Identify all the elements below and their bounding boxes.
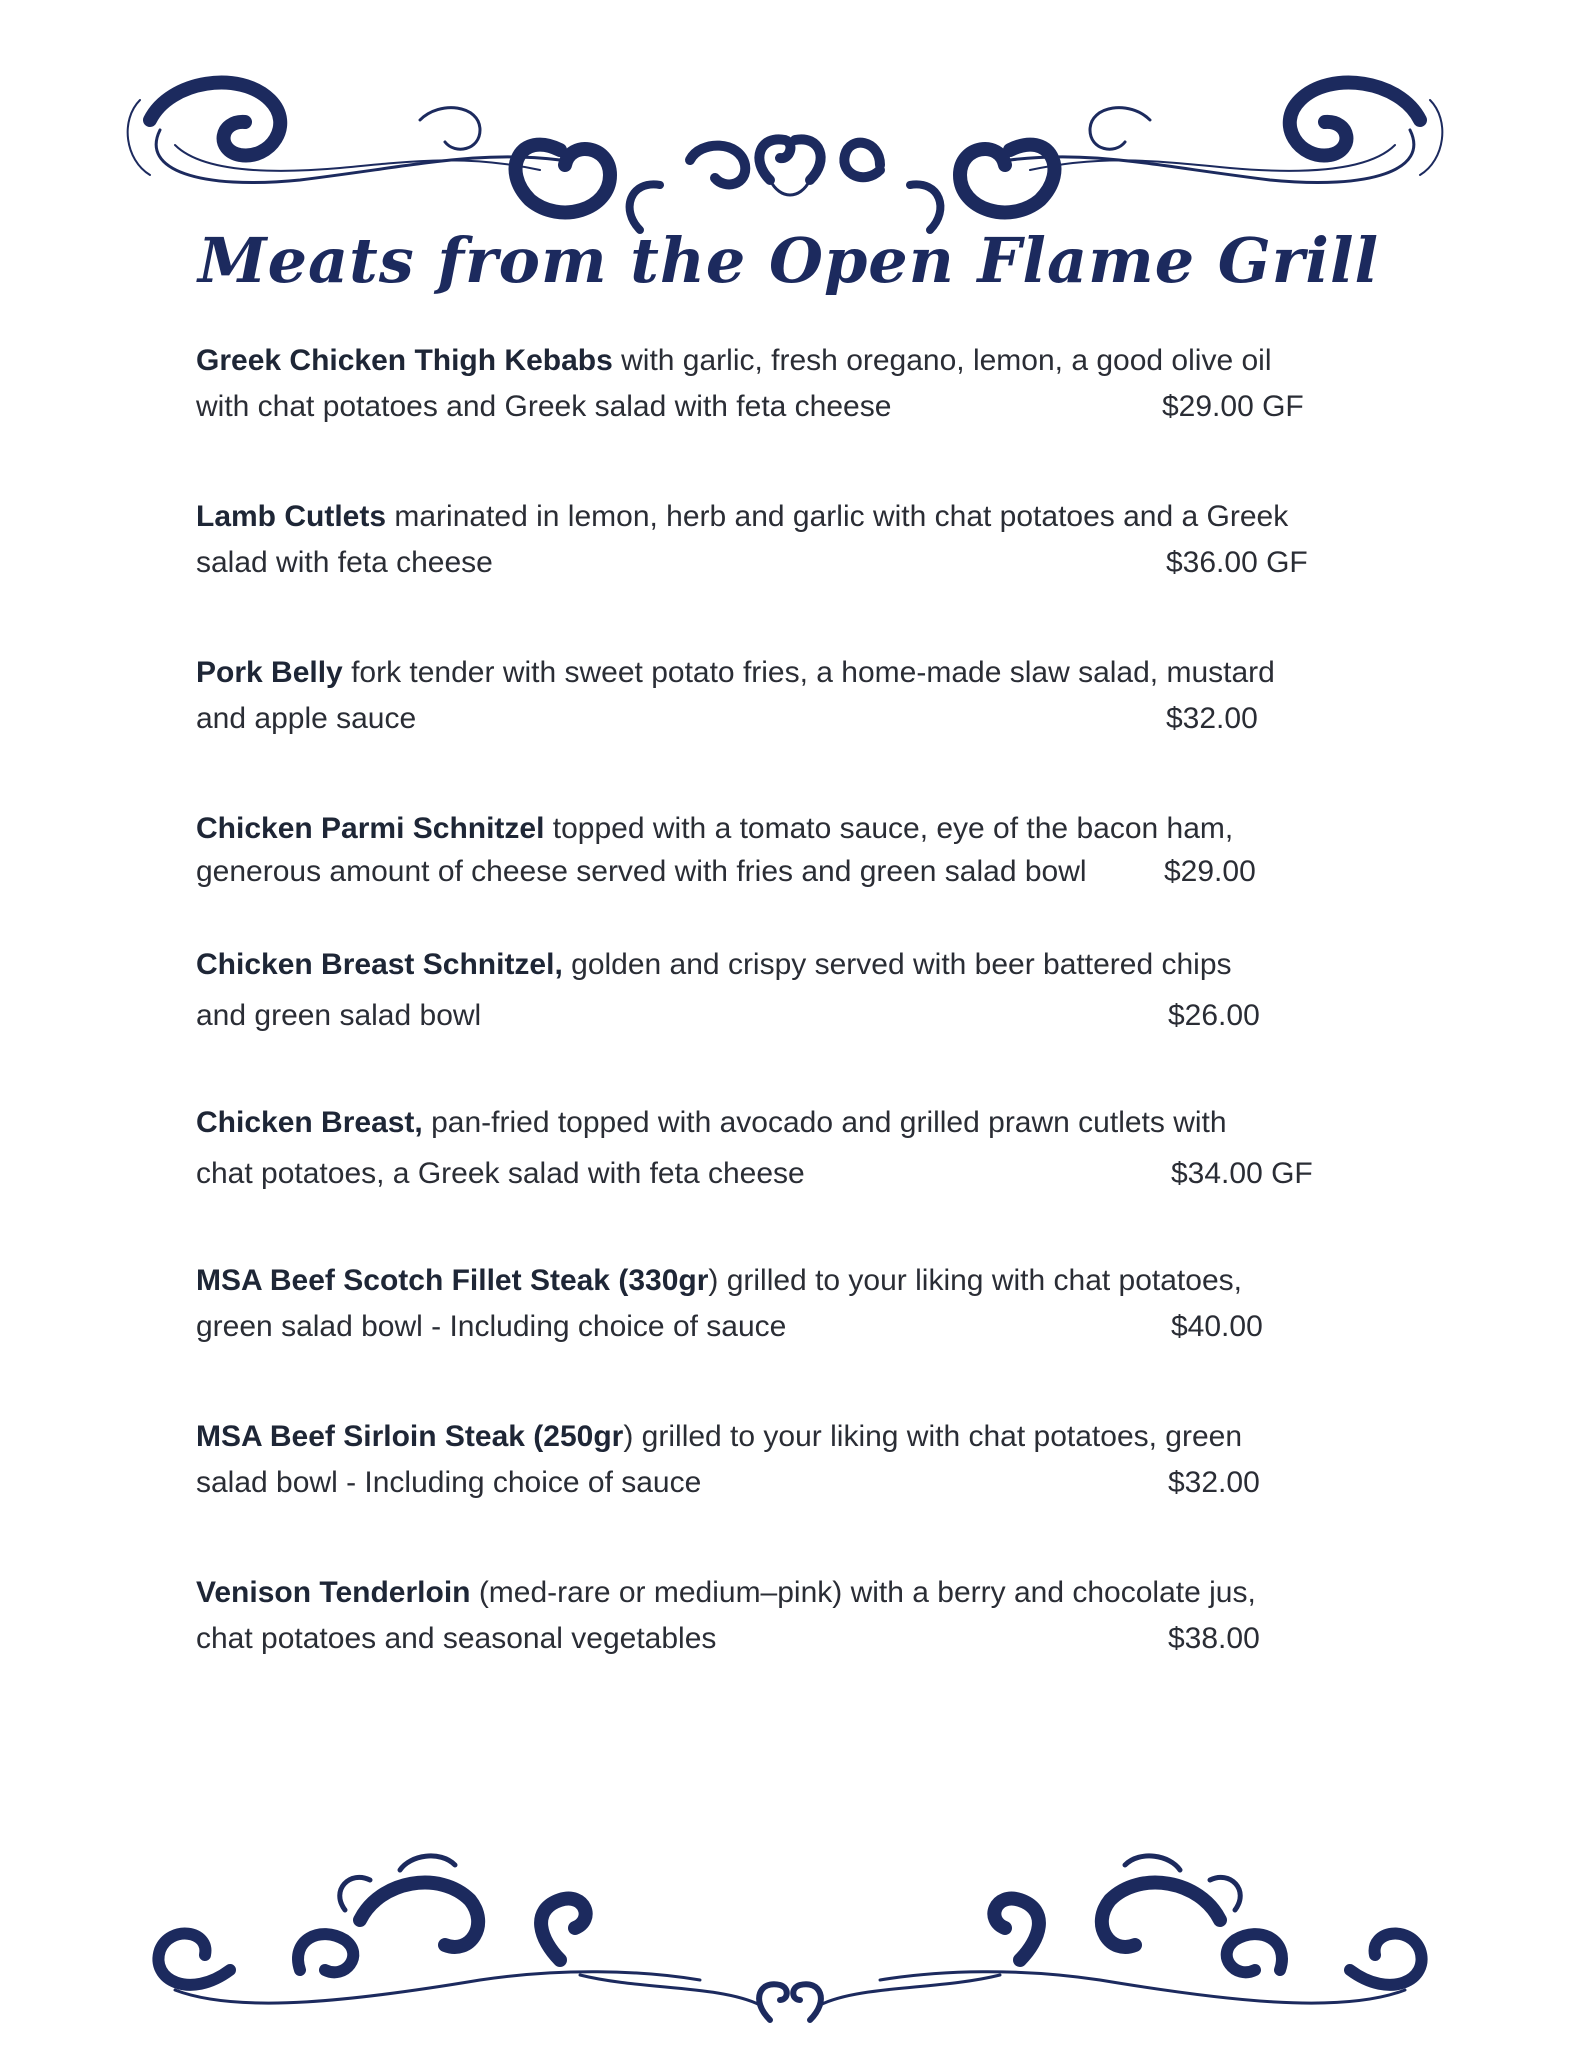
menu-item-price: $40.00 [1171,1310,1263,1343]
menu-item-price: $32.00 [1168,1466,1260,1499]
menu-item-price: $29.00 GF [1162,390,1304,423]
menu-section-title: Meats from the Open Flame Grill [197,224,1380,297]
menu-item-description-line2: with chat potatoes and Greek salad with feta cheese [196,390,892,423]
menu-item-description-line2: chat potatoes, a Greek salad with feta cheese [196,1157,805,1190]
menu-item-name: MSA Beef Scotch Fillet Steak (330gr [196,1264,709,1297]
menu-item-description: (med-rare or medium–pink) with a berry and chocolate jus, [470,1576,1256,1609]
menu-item-description-line2: salad bowl - Including choice of sauce [196,1466,702,1499]
menu-item-description-line2: green salad bowl - Including choice of sauce [196,1310,787,1343]
menu-item [196,942,1376,1044]
menu-item-description: ) grilled to your liking with chat potatoes, green [623,1420,1243,1453]
menu-item-description-line2: chat potatoes and seasonal vegetables [196,1622,717,1655]
menu-item-name: Venison Tenderloin [196,1576,471,1609]
menu-item-description: fork tender with sweet potato fries, a home-made slaw salad, mustard [342,656,1275,689]
menu-item-price: $32.00 [1166,702,1258,735]
menu-item-name: Chicken Breast Schnitzel, [196,948,563,981]
menu-item [196,494,1376,586]
menu-item [196,1570,1376,1662]
menu-item [196,338,1376,430]
menu-item-description-line2: and green salad bowl [196,999,482,1032]
menu-item-price: $29.00 [1164,855,1256,888]
menu-item [196,806,1376,892]
menu-item-description-line2: generous amount of cheese served with fries and green salad bowl [196,855,1087,888]
menu-item [196,1100,1376,1202]
menu-item-name: Lamb Cutlets [196,500,387,533]
menu-item-description-line2: and apple sauce [196,702,417,735]
menu-item-description: with garlic, fresh oregano, lemon, a good olive oil [612,344,1272,377]
menu-item-price: $26.00 [1168,999,1260,1032]
menu-item-description: ) grilled to your liking with chat potatoes, [708,1264,1242,1297]
menu-item-description: golden and crispy served with beer battered chips [562,948,1232,981]
menu-item-list [196,338,1376,1726]
menu-item-name: MSA Beef Sirloin Steak (250gr [196,1420,624,1453]
menu-item-price: $34.00 GF [1171,1157,1313,1190]
bottom-flourish-ornament [0,1830,1577,2030]
menu-item-price: $38.00 [1168,1622,1260,1655]
menu-item-name: Greek Chicken Thigh Kebabs [196,344,613,377]
menu-item-name: Chicken Parmi Schnitzel [196,812,545,845]
menu-item-description: pan-fried topped with avocado and grilled prawn cutlets with [422,1106,1227,1139]
menu-item [196,650,1376,742]
menu-item-description-line2: salad with feta cheese [196,546,493,579]
menu-item-name: Pork Belly [196,656,343,689]
menu-item-name: Chicken Breast, [196,1106,423,1139]
menu-item [196,1258,1376,1350]
menu-item [196,1414,1376,1506]
menu-item-description: topped with a tomato sauce, eye of the bacon ham, [544,812,1234,845]
menu-item-description: marinated in lemon, herb and garlic with chat potatoes and a Greek [386,500,1289,533]
menu-item-price: $36.00 GF [1166,546,1308,579]
top-flourish-ornament [0,60,1577,240]
